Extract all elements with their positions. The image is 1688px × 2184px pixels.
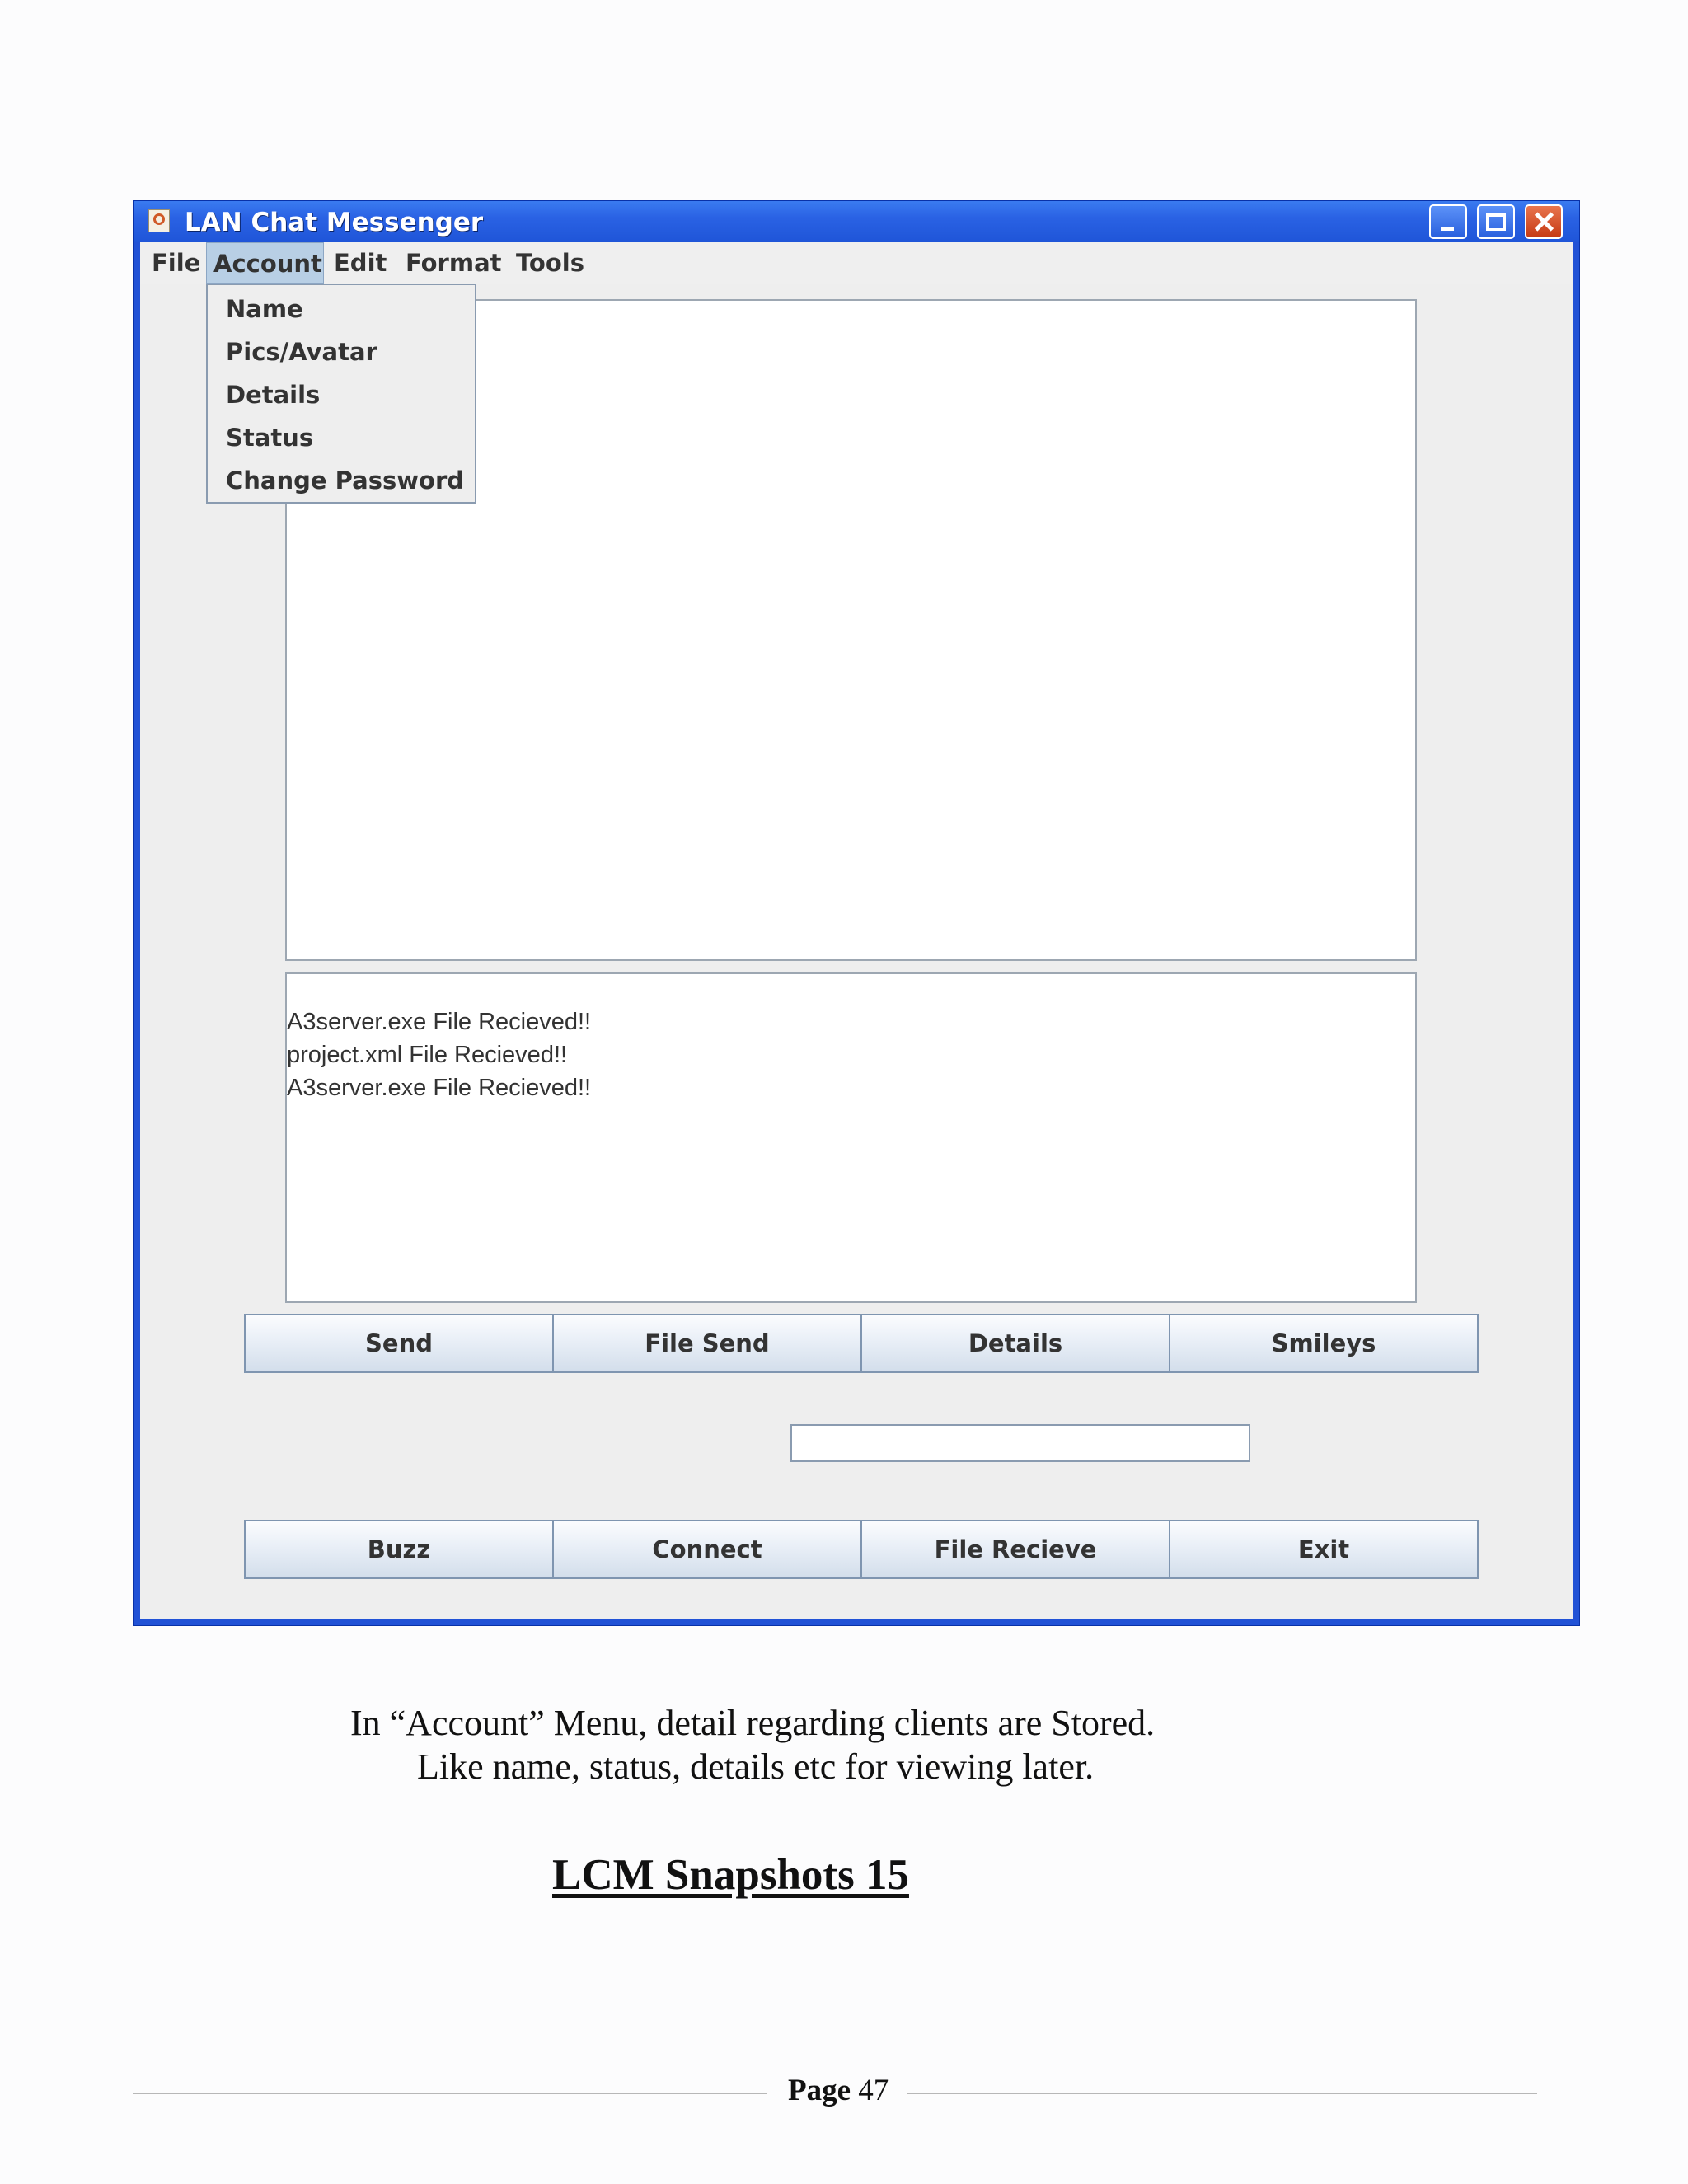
menu-item-change-password[interactable]: Change Password (226, 466, 465, 494)
footer-rule-right (907, 2093, 1537, 2094)
window-title: LAN Chat Messenger (185, 208, 484, 237)
maximize-icon[interactable] (1477, 204, 1515, 239)
menu-bar (140, 242, 1573, 284)
buzz-button[interactable]: Buzz (244, 1520, 554, 1579)
log-line: A3server.exe File Recieved!! (287, 1075, 592, 1101)
window-client-area (140, 242, 1573, 1619)
menu-item-pics-avatar[interactable]: Pics/Avatar (226, 338, 377, 366)
menu-format[interactable]: Format (406, 249, 502, 277)
footer-rule-left (133, 2093, 767, 2094)
menu-item-details[interactable]: Details (226, 381, 321, 409)
file-send-button[interactable]: File Send (552, 1314, 862, 1373)
caption-line-1: In “Account” Menu, detail regarding clients are Stored. (350, 1703, 1156, 1743)
java-cup-icon (148, 209, 170, 232)
menu-item-name[interactable]: Name (226, 295, 303, 323)
page-number: 47 (858, 2074, 889, 2107)
menu-edit[interactable]: Edit (334, 249, 387, 277)
exit-button[interactable]: Exit (1169, 1520, 1479, 1579)
details-button[interactable]: Details (860, 1314, 1170, 1373)
message-log-area[interactable] (285, 972, 1417, 1303)
title-bar[interactable] (134, 201, 1579, 242)
message-input[interactable] (790, 1424, 1250, 1462)
smileys-button[interactable]: Smileys (1169, 1314, 1479, 1373)
menu-account[interactable]: Account (206, 242, 324, 284)
caption-line-2: Like name, status, details etc for viewing later. (417, 1746, 1095, 1787)
file-recieve-button[interactable]: File Recieve (860, 1520, 1170, 1579)
log-line: A3server.exe File Recieved!! (287, 1009, 592, 1035)
minimize-icon[interactable] (1429, 204, 1467, 239)
menu-item-status[interactable]: Status (226, 424, 314, 452)
log-line: project.xml File Recieved!! (287, 1042, 568, 1068)
page-footer (788, 2073, 889, 2108)
page-word: Page (788, 2074, 851, 2107)
close-icon[interactable] (1525, 204, 1563, 239)
menu-tools[interactable]: Tools (516, 249, 584, 277)
send-button[interactable]: Send (244, 1314, 554, 1373)
snapshot-title: LCM Snapshots 15 (552, 1851, 909, 1899)
app-window (133, 200, 1580, 1626)
connect-button[interactable]: Connect (552, 1520, 862, 1579)
account-dropdown (206, 284, 476, 504)
menu-file[interactable]: File (152, 249, 201, 277)
